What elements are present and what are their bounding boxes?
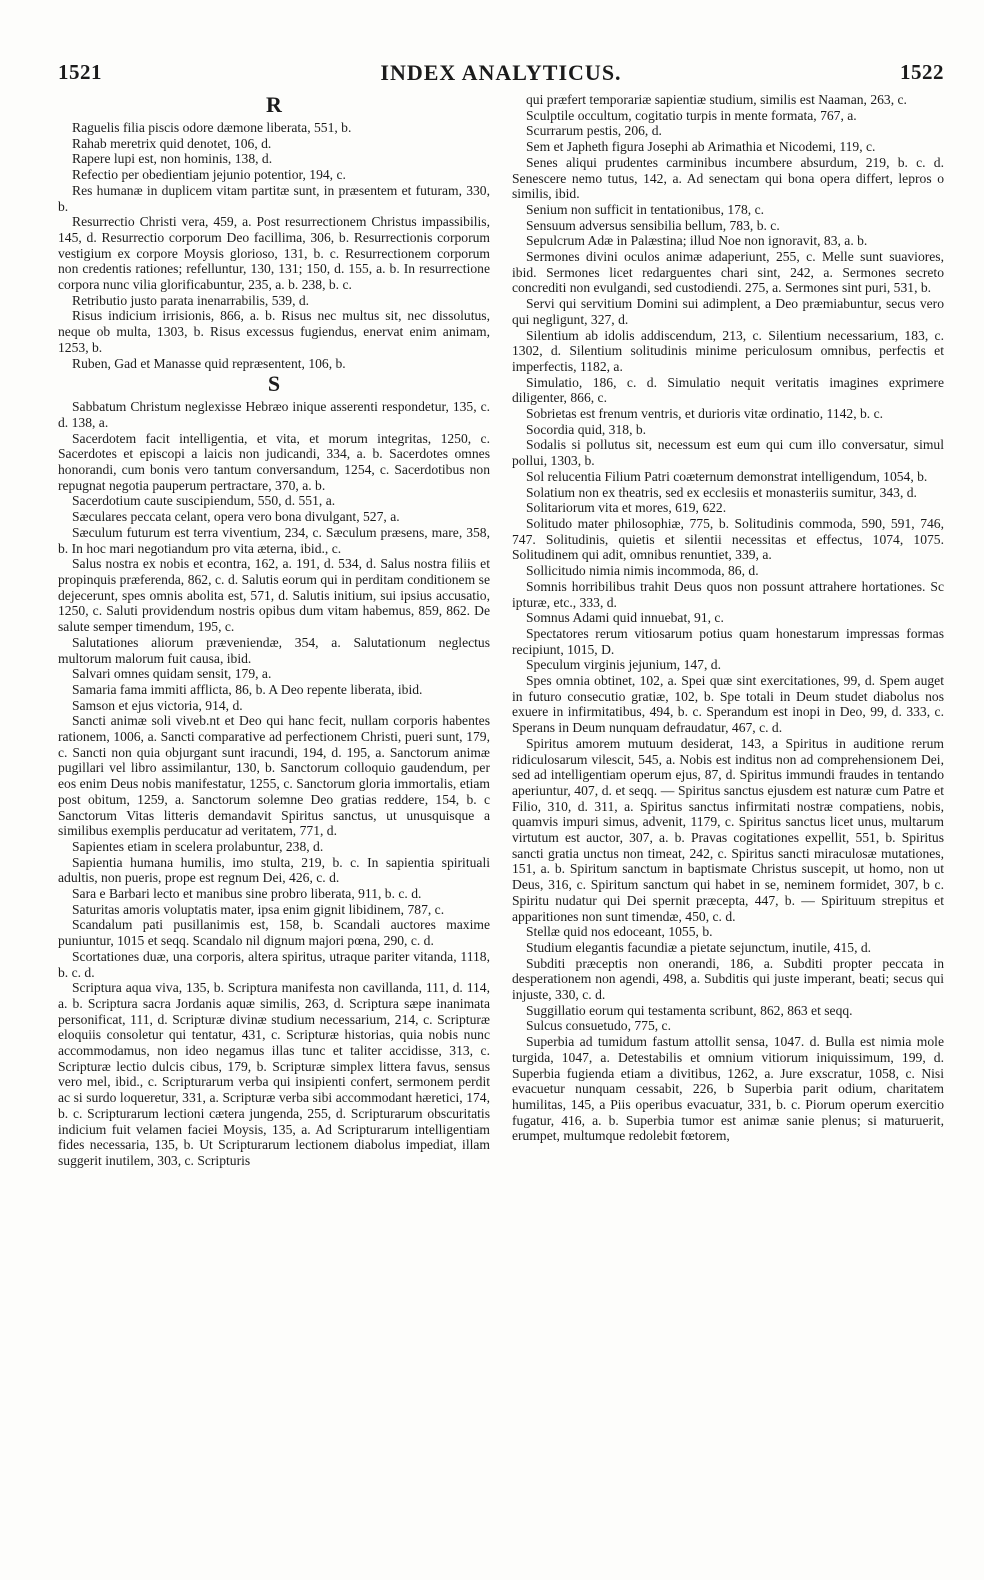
index-entry: Spiritus amorem mutuum desiderat, 143, a Spiritus in auditione rerum ridiculosarum vilescit, 545, a. Nobis est inditus non ad comprehensionem Dei, sed ad intelligentiam operum ejus, 87, d. Spiritus immundi fraudes in tentando aperiuntur, 407, d. et seqq. — Spiritus sanctus ejusdem est naturæ cum Patre et Filio, 310, d. 311, a. Spiritus sanctus infirmitati nostræ compatiens, nobis, quamvis impuri simus, advenit, 1179, c. Spiritus sanctus licet unus, multarum virtutum est auctor, 307, a. b. Pravas cogitationes expellit, 551, b. Spiritus sancti gratia unctus non timeat, 242, c. Spiritus sancti miraculosæ mutationes, 151, a. b. Spiritum sanctum in baptismate Christus suscepit, ut homo, non ut Deus, 316, c. Spiritum sanctum qui habet in se, neminem formidet, 307, b c. Spiritu nudatur qui Dei spernit præcepta, 447, b. — Spirituum strepitus et apparitiones non sunt timendæ, 450, c. d. bbox=[512, 735, 944, 924]
index-entry: Senium non sufficit in tentationibus, 178, c. bbox=[526, 201, 764, 217]
index-entry: Salvari omnes quidam sensit, 179, a. bbox=[72, 666, 272, 682]
index-entry: Sermones divini oculos animæ adaperiunt, 255, c. Melle sunt suaviores, ibid. Sermones licet redarguentes chari sint, 242, a. Sermones secreto concrediti non evulgandi, sed custodiendi. 275, a. Sermones sint puri, 531, b. bbox=[512, 249, 944, 296]
index-entry: Silentium ab idolis addiscendum, 213, c. Silentium necessarium, 183, c. 1302, d. Silentium solitudinis minime periculosum omnibus, perfectis et imperfectis, 1182, a. bbox=[512, 327, 944, 374]
index-entry: Res humanæ in duplicem vitam partitæ sunt, in præsentem et futuram, 330, b. bbox=[58, 182, 490, 214]
index-entry: Scortationes duæ, una corporis, altera spiritus, utraque pariter vitanda, 1118, b. c. d. bbox=[58, 948, 490, 980]
index-entry: Sol relucentia Filium Patri coæternum demonstrat intelligendum, 1054, b. bbox=[526, 468, 928, 484]
index-entry: qui præfert temporariæ sapientiæ studium, similis est Naaman, 263, c. bbox=[526, 92, 907, 107]
right-column bbox=[512, 92, 944, 1550]
section-letter: S bbox=[267, 371, 281, 397]
index-entry: Suggillatio eorum qui testamenta scribunt, 862, 863 et seqq. bbox=[526, 1002, 853, 1018]
index-entry: Ruben, Gad et Manasse quid repræsentent, 106, b. bbox=[72, 355, 346, 371]
index-entry: Risus indicium irrisionis, 866, a. b. Risus nec multus sit, nec dissolutus, neque ob multa, 1303, b. Risus excessus fugiendus, enervat enim animam, 1253, b. bbox=[58, 308, 490, 355]
index-entry: Simulatio, 186, c. d. Simulatio nequit veritatis imagines exprimere diligenter, 866, c. bbox=[512, 374, 944, 406]
index-entry: Sapientes etiam in scelera prolabuntur, 238, d. bbox=[72, 838, 324, 854]
index-entry: Socordia quid, 318, b. bbox=[526, 421, 647, 437]
index-entry: Servi qui servitium Domini sui adimplent, a Deo præmiabuntur, secus vero qui negligunt, 327, d. bbox=[512, 296, 944, 327]
index-entry: Samaria fama immiti afflicta, 86, b. A Deo repente liberata, ibid. bbox=[72, 681, 423, 697]
index-entry: Sara e Barbari lecto et manibus sine probro liberata, 911, b. c. d. bbox=[72, 886, 422, 902]
index-entry: Retributio justo parata inenarrabilis, 539, d. bbox=[72, 292, 310, 308]
columns bbox=[58, 92, 944, 1550]
index-entry: Sabbatum Christum neglexisse Hebræo inique asserenti respondetur, 135, c. d. 138, a. bbox=[58, 399, 490, 430]
index-entry: Salus nostra ex nobis et econtra, 162, a. 191, d. 534, d. Salus nostra filiis et propinquis præferenda, 862, c. d. Salutis eorum qui in perditam conditionem se dejecerunt, spes omnis abolita est, 571, d. Salutis initium, sui ipsius accusatio, 1250, c. Saluti providendum nostris opibus dum vitam habemus, 859, 862. De salute semper timendum, 195, c. bbox=[58, 556, 490, 635]
index-entry: Sæculum futurum est terra viventium, 234, c. Sæculum præsens, mare, 358, b. In hoc mari negotiandum pro vita æterna, ibid., c. bbox=[58, 524, 490, 556]
index-entry: Speculum virginis jejunium, 147, d. bbox=[526, 657, 721, 673]
index-entry: Sulcus consuetudo, 775, c. bbox=[526, 1018, 671, 1034]
index-entry: Sem et Japheth figura Josephi ab Arimathia et Nicodemi, 119, c. bbox=[526, 139, 876, 155]
section-letter: R bbox=[266, 92, 282, 117]
index-entry: Sepulcrum Adæ in Palæstina; illud Noe non ignoravit, 83, a. b. bbox=[526, 233, 868, 249]
index-entry: Saturitas amoris voluptatis mater, ipsa enim gignit libidinem, 787, c. bbox=[72, 901, 445, 917]
index-entry: Rapere lupi est, non hominis, 138, d. bbox=[72, 151, 273, 167]
page-header bbox=[58, 60, 944, 90]
index-entry: Senes aliqui prudentes carminibus incumbere absurdum, 219, b. c. d. Senescere nemo tutus, 142, a. Ad senectam qui bona opera differt, lepros o similis, ibid. bbox=[512, 154, 944, 202]
index-entry: Salutationes aliorum præveniendæ, 354, a. Salutationum neglectus multorum malorum fuit causa, ibid. bbox=[58, 634, 490, 666]
index-entry: Solitariorum vita et mores, 619, 622. bbox=[526, 500, 727, 516]
index-entry: Spectatores rerum vitiosarum potius quam honestarum impressas formas recipiunt, 1015, D. bbox=[512, 625, 944, 657]
index-entry: Scurrarum pestis, 206, d. bbox=[526, 123, 662, 139]
index-entry: Sæculares peccata celant, opera vero bona divulgant, 527, a. bbox=[72, 509, 400, 525]
index-entry: Sculptile occultum, cogitatio turpis in mente formata, 767, a. bbox=[526, 107, 857, 123]
index-entry: Sancti animæ soli viveb.nt et Deo qui hanc fecit, nullam corporis habentes rationem, 1006, a. Sancti comparative ad perfectionem Christi, pueri sunt, 179, c. Sancti non quia objurgant sunt iracundi, 194, d. 195, a. Sanctorum animæ pugillari vel libro assimilantur, 130, b. Sanctorum colloquio gaudendum, per eos enim Deus nobis manifestatur, 1255, c. Sanctorum gloria immortalis, etiam post obitum, 1259, a. Sanctorum solemne Deo gratias reddere, 154, b. c Sanctorum Vitas litteris demandavit Spiritus sanctus, ut unusquisque a similibus exemplis perducatur ad veritatem, 771, d. bbox=[58, 713, 490, 839]
page-number-right: 1522 bbox=[900, 60, 944, 84]
index-entry: Scandalum pati pusillanimis est, 158, b. Scandali auctores maxime puniuntur, 1015 et seqq. Scandalo nil dignum majori pœna, 290, c. d. bbox=[58, 917, 490, 949]
index-entry: Solatium non ex theatris, sed ex ecclesiis et monasteriis sumitur, 343, d. bbox=[526, 484, 917, 500]
page-title: INDEX ANALYTICUS. bbox=[380, 60, 622, 85]
left-column bbox=[58, 92, 490, 1550]
index-entry: Superbia ad tumidum fastum attollit sensa, 1047. d. Bulla est nimia mole turgida, 1047, a. Detestabilis et omnium vitiorum iniquissimum, 199, d. Superbia fugienda etiam a divitibus, 1262, a. Jure exscratur, 1058, c. Nisi evacuetur nunquam cessabit, 226, b Superbia parit odium, charitatem humilitas, 145, a Piis operibus evacuatur, 331, b. c. Piorum operum exercitio fugatur, 416, a. b. Superbia tumor est animæ sanie plenus; si maturuerit, erumpet, multumque redolebit fœtorem, bbox=[512, 1034, 944, 1144]
index-entry: Refectio per obedientiam jejunio potentior, 194, c. bbox=[72, 167, 346, 183]
page-number-left: 1521 bbox=[58, 60, 102, 84]
index-entry: Somnis horribilibus trahit Deus quos non possunt attrahere hortationes. Sc ipturæ, etc., 333, d. bbox=[512, 578, 944, 610]
index-entry: Sacerdotem facit intelligentia, et vita, et morum integritas, 1250, c. Sacerdotes et episcopi a laicis non judicandi, 334, a. b. Sacerdotes omnes honorandi, cum bonis vero tantum conversandum, 1254, c. Sacerdotibus non repugnat negotia pauperum pertractare, 370, a. b. bbox=[58, 430, 490, 493]
index-entry: Subditi præceptis non onerandi, 186, a. Subditi propter peccata in desperationem non agendi, 498, a. Subditis qui juste imperant, beati; secus qui injuste, 330, c. d. bbox=[512, 955, 944, 1003]
index-entry: Resurrectio Christi vera, 459, a. Post resurrectionem Christus impassibilis, 145, d. Resurrectio corporum Deo facillima, 306, b. Resurrectionis corporum vestigium ex corpore Moysis glorioso, 131, b. c. Resurrectionem corporum non credentis rationes; refelluntur, 130, 131; 150, d. 155, a. b. In resurrectione corpora nunc vilia glorificabuntur, 235, a. b. 238, b. c. bbox=[58, 214, 490, 293]
index-entry: Sensuum adversus sensibilia bellum, 783, b. c. bbox=[526, 217, 780, 233]
index-entry: Studium elegantis facundiæ a pietate sejunctum, inutile, 415, d. bbox=[526, 939, 872, 955]
index-entry: Sobrietas est frenum ventris, et durioris vitæ ordinatio, 1142, b. c. bbox=[526, 406, 884, 422]
index-entry: Solitudo mater philosophiæ, 775, b. Solitudinis commoda, 590, 591, 746, 747. Solitudinis, quietis et silentii necessitas et effectus, 1074, 1075. Solitudinem qui adit, omnibus renuntiet, 339, a. bbox=[512, 515, 944, 563]
index-entry: Somnus Adami quid innuebat, 91, c. bbox=[526, 610, 724, 626]
index-entry: Sapientia humana humilis, imo stulta, 219, b. c. In sapientia spirituali adultis, non pueris, prope est regnum Dei, 426, c. d. bbox=[58, 854, 490, 886]
index-entry: Rahab meretrix quid denotet, 106, d. bbox=[72, 135, 272, 151]
index-entry: Stellæ quid nos edoceant, 1055, b. bbox=[526, 924, 713, 940]
index-entry: Sollicitudo nimia nimis incommoda, 86, d. bbox=[526, 563, 759, 579]
index-entry: Samson et ejus victoria, 914, d. bbox=[72, 697, 243, 713]
index-entry: Sacerdotium caute suscipiendum, 550, d. 551, a. bbox=[72, 493, 336, 509]
index-entry: Sodalis si pollutus sit, necessum est eum qui cum illo conversatur, simul pollui, 1303, b. bbox=[512, 437, 944, 469]
index-entry: Raguelis filia piscis odore dæmone liberata, 551, b. bbox=[72, 120, 352, 135]
index-entry: Spes omnia obtinet, 102, a. Spei quæ sint exercitationes, 99, d. Spem auget in futuro consecutio gratiæ, 102, b. Spe totali in Deum studet diabolus nos exuere in infirmitatibus, 494, b. c. Sperandum est inopi in Deo, 99, d. 333, c. Sperans in Deum nunquam defraudatur, 467, c. d. bbox=[512, 673, 944, 736]
index-entry: Scriptura aqua viva, 135, b. Scriptura manifesta non cavillanda, 111, d. 114, a. b. Scriptura sacra Jordanis aquæ similis, 263, d. Scriptura sæpe inanimata personificat, 111, d. Scripturæ divinæ studium necessarium, 214, c. Scripturæ eloquiis consoletur qui tentatur, 431, c. Scripturæ historias, quia nobis nunc accommodamus, non ideo negamus illas tunc et taliter accidisse, 313, c. Scripturæ lectio dulcis cibus, 179, b. Scripturæ simplex littera favus, sensus vero mel, ibid., c. Scripturarum verba qui insipienti confert, sermonem perdit ac si surdo loqueretur, 331, a. Scripturæ verba sibi accommodant hæretici, 174, b. c. Scripturarum lectioni cætera jungenda, 255, d. Scripturarum obscuritatis indicium fuit velamen faciei Moysis, 135, a. Ad Scripturarum intelligentiam fides necessaria, 135, b. Ut Scripturarum lectionem diabolus impediat, illam suggerit inutilem, 303, c. Scripturis bbox=[58, 980, 490, 1168]
